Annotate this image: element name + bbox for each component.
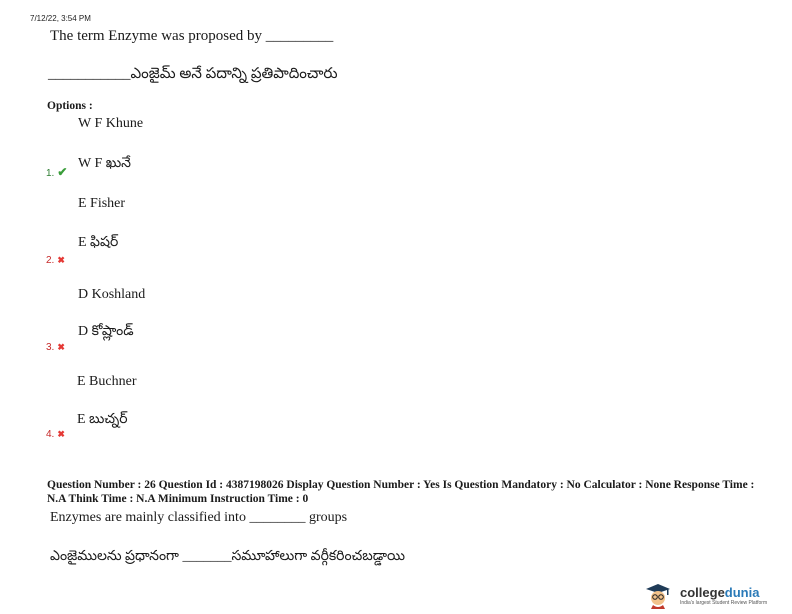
- cross-icon: ✖: [57, 429, 65, 439]
- options-label: Options :: [47, 100, 93, 112]
- option-3-marker: [46, 342, 65, 353]
- option-4-marker: [46, 429, 65, 440]
- option-1-number: 1.: [46, 168, 55, 179]
- collegedunia-mascot-icon: [643, 581, 673, 609]
- question-2-text-english: Enzymes are mainly classified into ________ groups: [50, 510, 348, 525]
- option-4-english: E Buchner: [77, 374, 137, 389]
- timestamp: 7/12/22, 3:54 PM: [30, 14, 91, 23]
- option-2-number: 2.: [46, 255, 55, 266]
- check-icon: ✔: [57, 165, 68, 179]
- option-1-marker: [46, 165, 67, 179]
- cross-icon: ✖: [57, 255, 65, 265]
- question-text-english: The term Enzyme was proposed by _________: [50, 28, 334, 44]
- option-3-telugu: D కోష్లాండ్: [78, 324, 134, 339]
- option-4-number: 4.: [46, 429, 55, 440]
- question-text-telugu: ___________ఎంజైమ్ అనే పదాన్ని ప్రతిపాదించారు: [48, 66, 338, 82]
- option-2-marker: [46, 255, 65, 266]
- logo-name-part1: college: [680, 585, 725, 600]
- question-2-text-telugu: ఎంజైములను ప్రధానంగా _______సమూహాలుగా వర్గీకరించబడ్డాయి: [50, 549, 406, 564]
- collegedunia-logo-text: [680, 585, 759, 600]
- option-1-english: W F Khune: [78, 116, 144, 131]
- option-3-number: 3.: [46, 342, 55, 353]
- option-1-telugu: W F ఖునే: [78, 156, 131, 171]
- option-4-telugu: E బుచ్నర్: [77, 412, 128, 427]
- option-2-telugu: E ఫిషర్: [78, 235, 119, 250]
- question-metadata: Question Number : 26 Question Id : 4387198026 Display Question Number : Yes Is Question Mandatory : No Calculator : None Response Time : N.A Think Time : N.A Minimum Instruction Time : 0: [47, 479, 755, 505]
- cross-icon: ✖: [57, 342, 65, 352]
- collegedunia-tagline: India's largest Student Review Platform: [680, 600, 768, 606]
- option-3-english: D Koshland: [78, 287, 146, 302]
- logo-name-part2: dunia: [724, 585, 760, 600]
- option-2-english: E Fisher: [78, 196, 126, 211]
